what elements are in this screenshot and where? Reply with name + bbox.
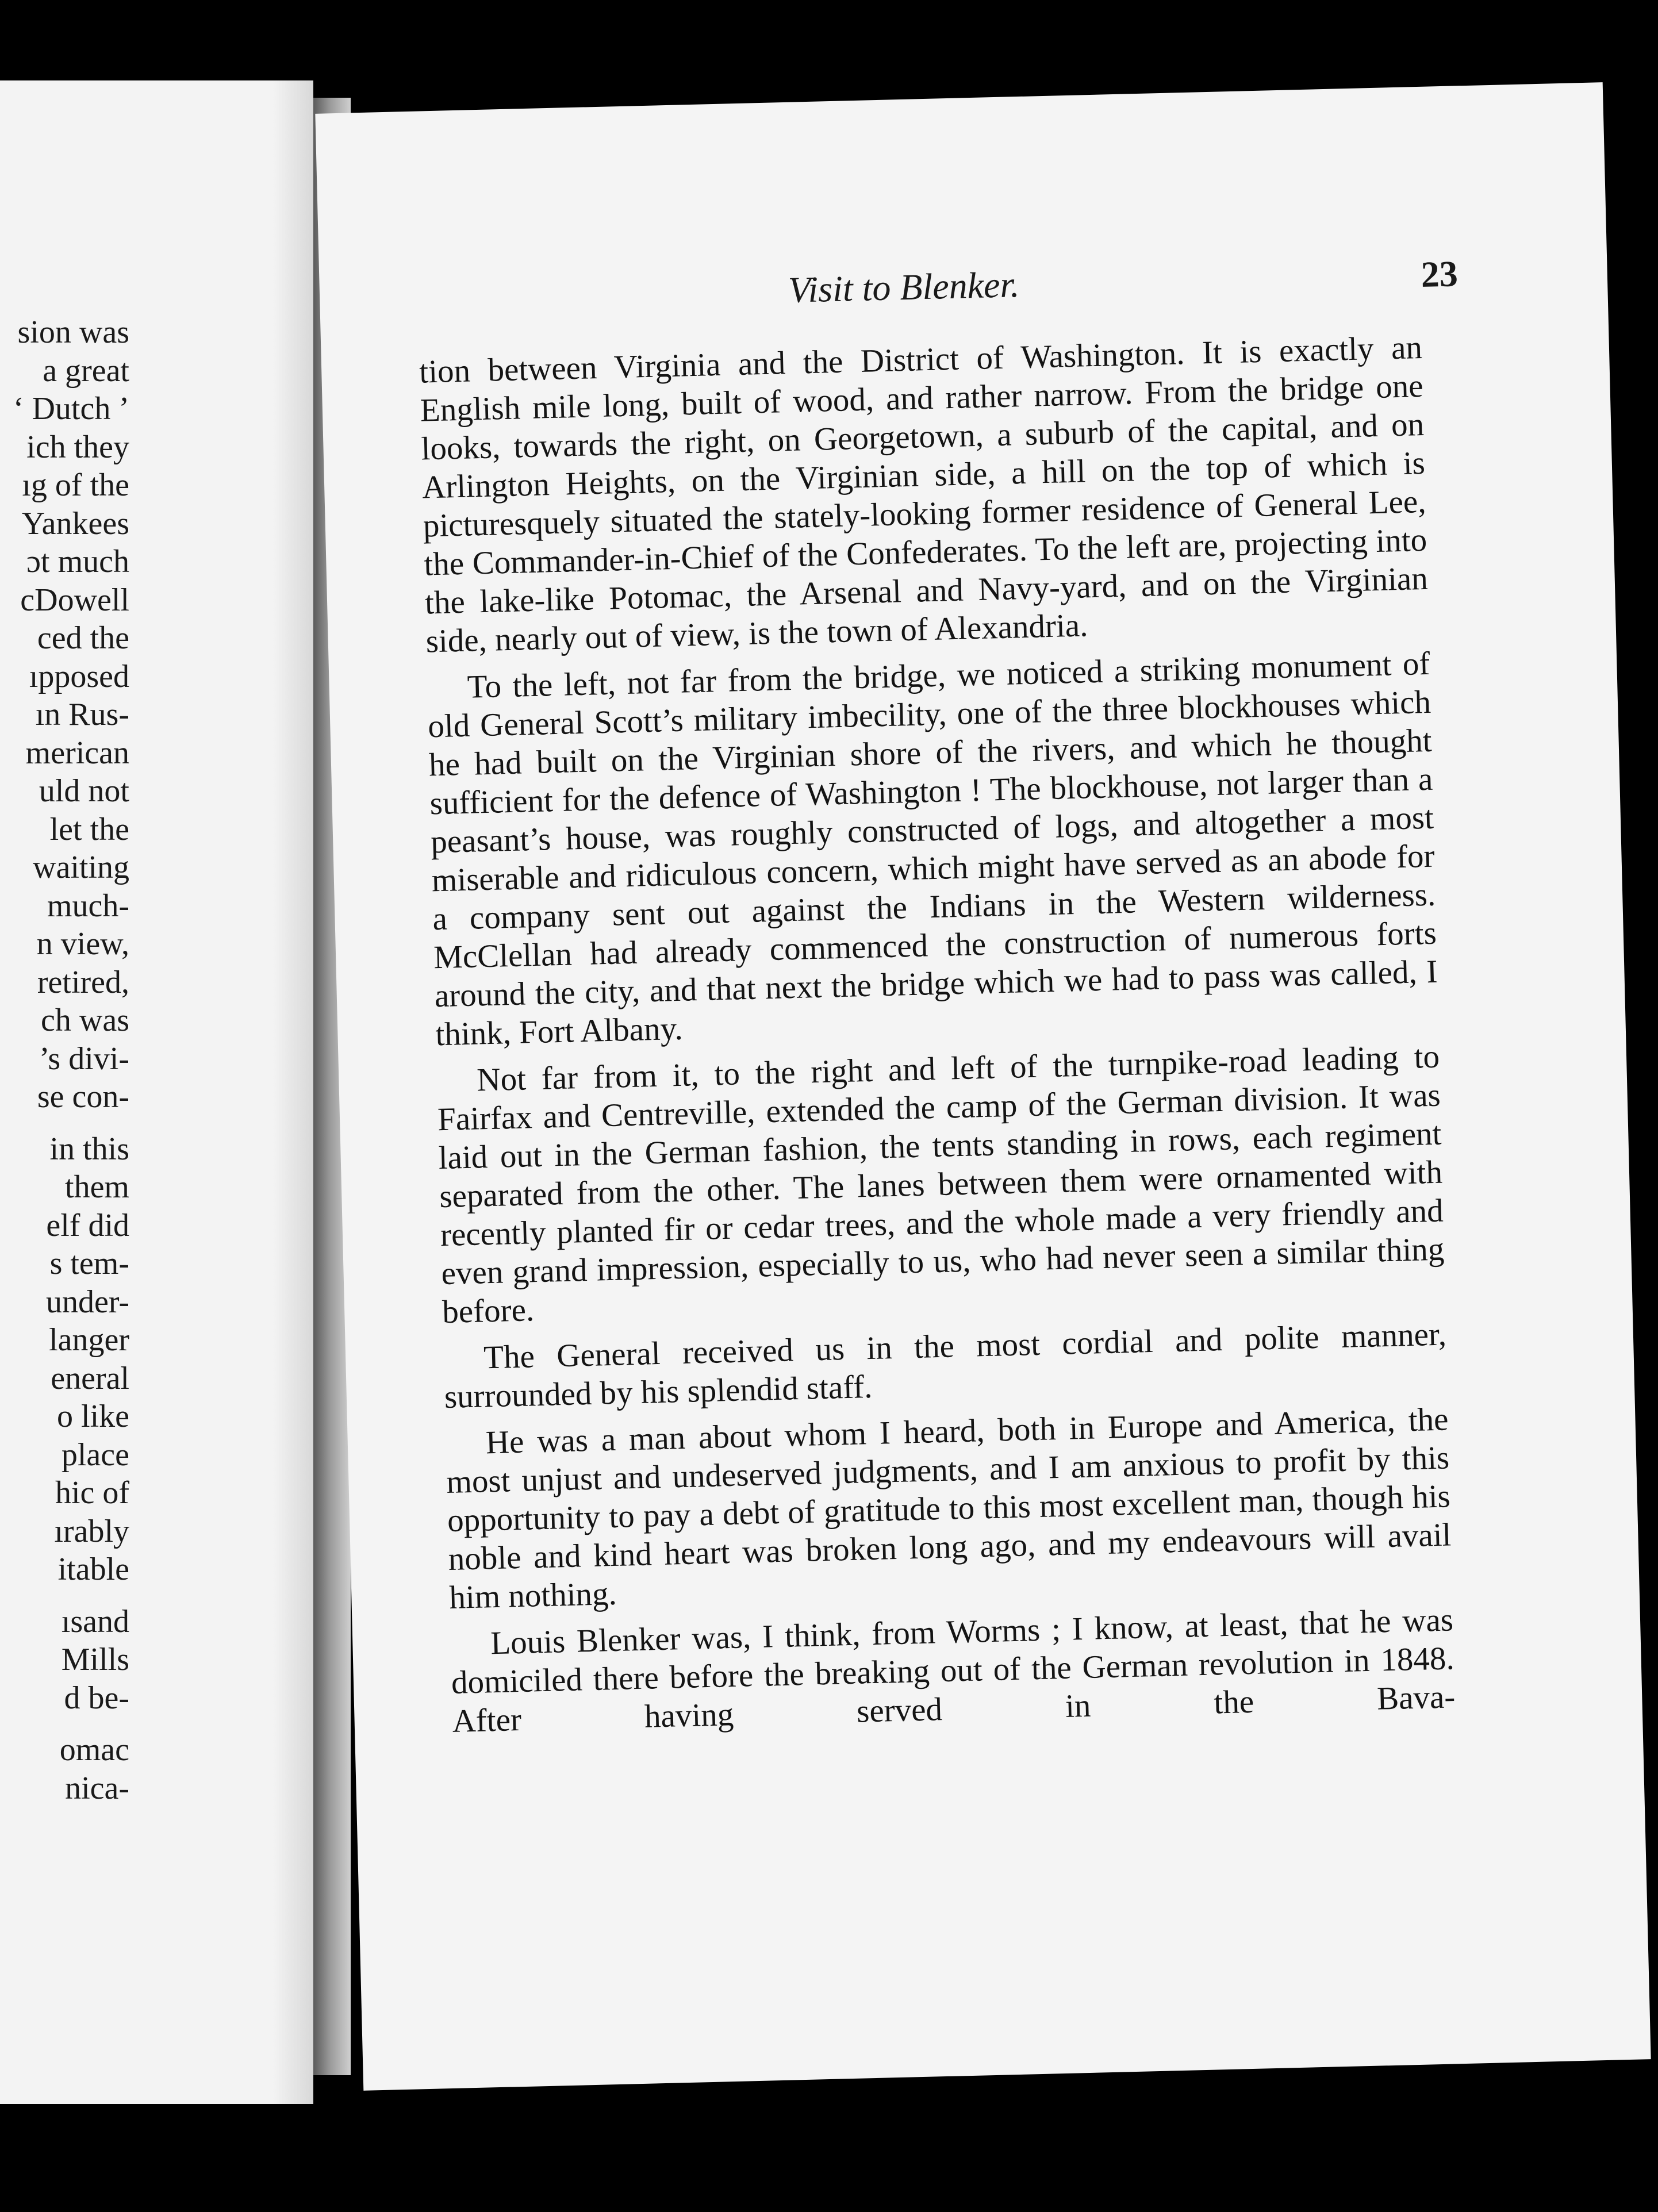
left-page-line: [13, 1589, 129, 1603]
left-page-text-fragments: [13, 313, 129, 1807]
left-page-line: d be-: [64, 1680, 129, 1716]
left-page-line: ch was: [41, 1003, 129, 1038]
paragraph-2: To the left, not far from the bridge, we noticed a striking monument of old General Scott’s military imbecility, one of the three blockhouses which he had built on the Virginian shore of the rivers, and which he thought sufficient for the defence of Washington ! The blockhouse, not larger than a peasant’s house, was roughly constructed of logs, and altogether a most miserable and ridiculous concern, which might have served as an abode for a company sent out against the Indians in the Western wilderness. McClellan had already commenced the construction of numerous forts around the city, and that next the bridge which we had to pass was called, I think, Fort Albany.: [427, 645, 1438, 1053]
left-page-line: merican: [25, 735, 129, 771]
left-page-line: o like: [57, 1399, 129, 1434]
left-page-line: ’s divi-: [39, 1040, 129, 1077]
paragraph-4: The General received us in the most cordial and polite manner, surrounded by his splendid staff.: [444, 1316, 1447, 1416]
paragraph-1: tion between Virginia and the District of Washington. It is exactly an English mile long, built of wood, and rather narrow. From the bridge one looks, towards the right, on Georgetown, a suburb of the capital, and on Arlington Heights, on the Virginian side, a hill on the top of which is picturesquely situated the stately-looking former residence of General Lee, the Commander-in-Chief of the Confederates. To the left are, projecting into the lake-like Potomac, the Arsenal and Navy-yard, and on the Virginian side, nearly out of view, is the town of Alexandria.: [419, 329, 1429, 660]
left-page-line: Yankees: [21, 505, 129, 542]
body-text: [419, 328, 1456, 1749]
left-page-line: them: [65, 1169, 129, 1205]
left-page: [0, 80, 313, 2104]
left-page-line: ın Rus-: [35, 697, 129, 732]
left-page-line: elf did: [46, 1207, 129, 1243]
paragraph-3: Not far from it, to the right and left of the turnpike-road leading to Fairfax and Centreville, extended the camp of the German division. It was laid out in the German fashion, the tents standing in rows, each regiment separated from the other. The lanes between them were ornamented with recently planted fir or cedar trees, and the whole made a very friendly and even grand impression, especially to us, who had never seen a similar thing before.: [437, 1038, 1445, 1331]
left-page-line: ıpposed: [29, 658, 129, 694]
left-page-line: itable: [57, 1552, 129, 1587]
running-title: Visit to Blenker.: [788, 264, 1020, 310]
left-page-line: [13, 1717, 129, 1731]
page-number: 23: [1420, 253, 1459, 295]
paragraph-6: Louis Blenker was, I think, from Worms ; I know, at least, that he was domiciled there before the breaking out of the German revolution in 1848. After having served in the Bava-: [451, 1602, 1456, 1739]
left-page-line: ıg of the: [22, 467, 129, 503]
left-page-gutter-shadow: [273, 80, 313, 2104]
left-page-line: in this: [49, 1131, 129, 1167]
running-head: [319, 252, 1459, 310]
left-page-line: let the: [49, 811, 129, 847]
left-page-line: ırably: [54, 1513, 129, 1549]
left-page-line: s tem-: [49, 1246, 129, 1281]
left-page-line: omac: [59, 1732, 129, 1768]
paragraph-5: He was a man about whom I heard, both in Europe and America, the most unjust and undeserved judgments, and I am anxious to profit by this opportunity to pay a debt of gratitude to this most excellent man, though his noble and kind heart was broken long ago, and my endeavours will avail him nothing.: [446, 1401, 1452, 1616]
left-page-line: ısand: [61, 1603, 129, 1639]
left-page-line: ich they: [26, 429, 129, 465]
left-page-line: ced the: [37, 620, 129, 656]
left-page-line: ‘ Dutch ’: [13, 391, 129, 427]
left-page-line: waiting: [33, 850, 129, 885]
left-page-line: nica-: [65, 1770, 129, 1806]
left-page-line: place: [61, 1437, 129, 1473]
left-page-line: [13, 1116, 129, 1130]
left-page-line: a great: [43, 352, 129, 389]
left-page-line: under-: [45, 1284, 129, 1320]
left-page-line: se con-: [37, 1079, 129, 1115]
left-page-line: ɔt much: [26, 544, 129, 579]
left-page-line: retired,: [37, 964, 129, 1000]
left-page-line: cDowell: [20, 582, 129, 618]
left-page-line: n view,: [36, 926, 129, 962]
left-page-line: hic of: [55, 1475, 129, 1511]
left-page-line: sion was: [17, 314, 129, 350]
left-page-line: uld not: [39, 773, 129, 809]
left-page-line: Mills: [61, 1642, 129, 1677]
left-page-line: eneral: [51, 1360, 129, 1396]
right-page: [315, 82, 1651, 2091]
left-page-line: langer: [49, 1322, 129, 1358]
left-page-line: much-: [47, 888, 129, 924]
